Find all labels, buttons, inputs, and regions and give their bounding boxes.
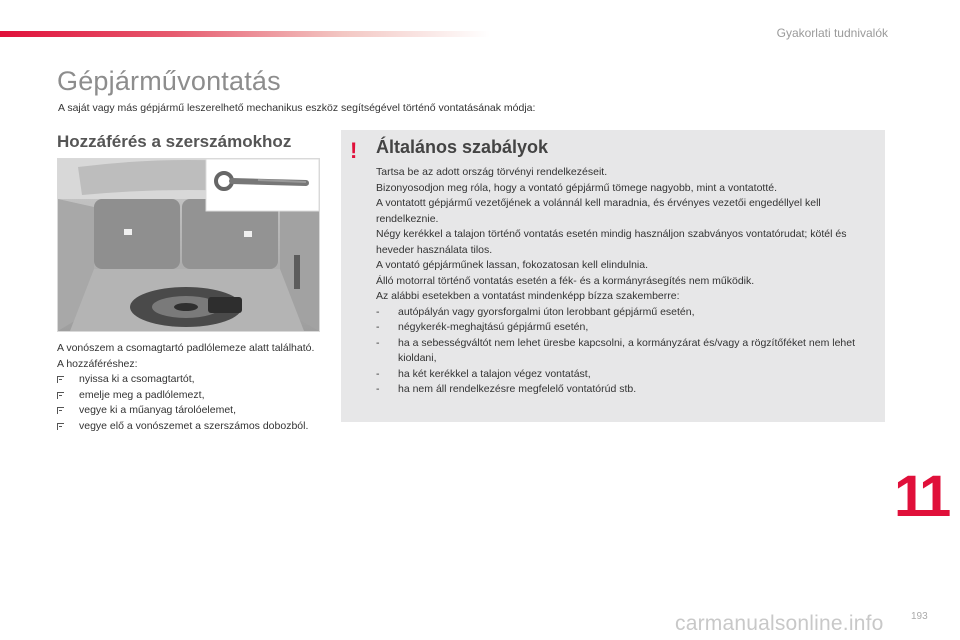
list-item: vegye elő a vonószemet a szerszámos dobozból. — [57, 419, 319, 435]
arrow-bullet-icon — [57, 392, 64, 399]
notice-paragraph: A vontató gépjárműnek lassan, fokozatosan kell elindulnia. — [376, 259, 649, 271]
dash-bullet-icon: - — [376, 383, 380, 395]
tools-heading: Hozzáférés a szerszámokhoz — [57, 132, 292, 151]
professional-cases-list — [376, 305, 881, 398]
list-item: - négykerék-meghajtású gépjármű esetén, — [376, 320, 881, 336]
arrow-bullet-icon — [57, 423, 64, 430]
section-title: Gyakorlati tudnivalók — [776, 26, 888, 40]
list-item: emelje meg a padlólemezt, — [57, 388, 319, 404]
arrow-bullet-icon — [57, 376, 64, 383]
access-steps-list — [57, 372, 319, 434]
tools-description: A vonószem a csomagtartó padlólemeze alatt található. — [57, 342, 315, 354]
list-item: vegye ki a műanyag tárolóelemet, — [57, 403, 319, 419]
list-item: - ha a sebességváltót nem lehet üresbe kapcsolni, a kormányzárat és/vagy a rögzítőféket nem lehet kioldani, — [376, 336, 856, 364]
trunk-photo — [57, 158, 320, 332]
notice-paragraph: Bizonyosodjon meg róla, hogy a vontató gépjármű tömege nagyobb, mint a vontatotté. — [376, 181, 777, 194]
page-intro: A saját vagy más gépjármű leszerelhető mechanikus eszköz segítségével történő vontatásának módja: — [58, 102, 536, 114]
list-item: nyissa ki a csomagtartót, — [57, 372, 319, 388]
list-item: - ha nem áll rendelkezésre megfelelő vontatórúd stb. — [376, 382, 881, 398]
notice-paragraph: Álló motorral történő vontatás esetén a fék- és a kormányrásegítés nem működik. — [376, 274, 755, 287]
arrow-bullet-icon — [57, 407, 64, 414]
notice-paragraph: A vontatott gépjármű vezetőjének a volánnál kell maradnia, és érvényes vezetői engedéllyel kell rendelkeznie. — [376, 197, 821, 225]
general-rules-notice — [341, 130, 885, 422]
notice-paragraph: Tartsa be az adott ország törvényi rendelkezéseit. — [376, 166, 608, 178]
dash-bullet-icon: - — [376, 336, 380, 349]
dash-bullet-icon: - — [376, 321, 380, 333]
list-item: - autópályán vagy gyorsforgalmi úton lerobbant gépjármű esetén, — [376, 305, 881, 321]
page-title: Gépjárművontatás — [57, 66, 281, 96]
page-number: 193 — [911, 611, 928, 622]
tools-text — [57, 341, 319, 434]
chapter-number: 11 — [894, 464, 948, 529]
access-label: A hozzáféréshez: — [57, 357, 138, 370]
watermark: carmanualsonline.info — [675, 612, 884, 635]
notice-paragraph: Négy kerékkel a talajon történő vontatás esetén mindig használjon szabványos vontatórudat; kötél és heveder használata tilos. — [376, 228, 847, 256]
dash-bullet-icon: - — [376, 367, 380, 380]
exclamation-icon: ! — [350, 138, 358, 163]
notice-paragraph: Az alábbi esetekben a vontatást mindenképp bízza szakemberre: — [376, 290, 680, 302]
notice-heading: Általános szabályok — [376, 137, 549, 157]
trunk-illustration — [58, 159, 319, 331]
header-accent-bar — [0, 31, 490, 37]
dash-bullet-icon: - — [376, 305, 380, 318]
notice-body — [376, 165, 881, 398]
list-item: - ha két kerékkel a talajon végez vontatást, — [376, 367, 881, 383]
